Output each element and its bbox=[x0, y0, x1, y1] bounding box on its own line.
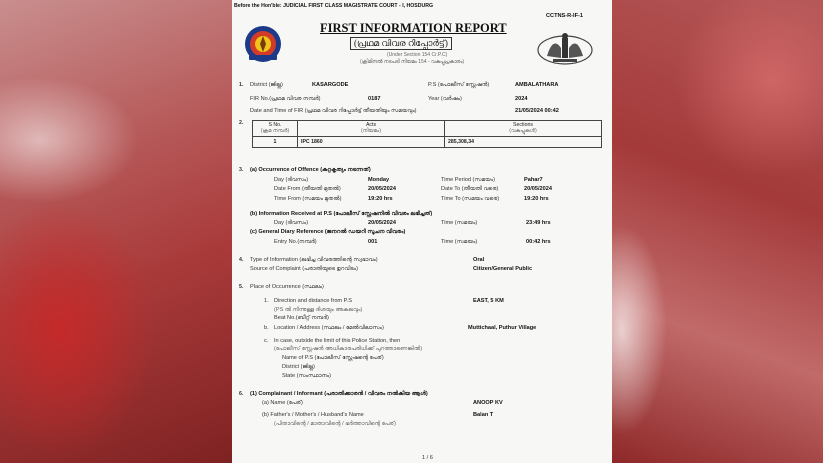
info-received-label: (b) Information Received at P.S (പോലീസ് സ്റ്റേഷനിൽ വിവരം ലഭിച്ചത്) bbox=[250, 211, 433, 217]
col-acts-header bbox=[298, 121, 445, 137]
report-title: FIRST INFORMATION REPORT bbox=[320, 21, 507, 35]
district-value: KASARGODE bbox=[312, 82, 349, 88]
entry-no-label: Entry No.(നമ്പർ) bbox=[274, 239, 317, 245]
acts-table-header bbox=[253, 121, 602, 137]
row-sections: 285,308,34 bbox=[445, 137, 602, 148]
other-state-label: State (സംസ്ഥാനം) bbox=[282, 373, 332, 379]
info-type-value: Oral bbox=[473, 257, 485, 263]
district-label: District (ജില്ല) bbox=[250, 82, 283, 88]
info-type-label: Type of Information (ലഭിച്ച വിവരത്തിന്റെ സ്വഭാവം) bbox=[250, 257, 378, 263]
section-1-number: 1. bbox=[239, 82, 244, 88]
section-3-number: 3. bbox=[239, 167, 244, 173]
col-sno-title: S No. bbox=[268, 122, 282, 128]
section-6-number: 6. bbox=[239, 391, 244, 397]
occurrence-label: (a) Occurrence of Offence (കുറ്റകൃത്യം നടന്നത്) bbox=[250, 167, 371, 173]
outside-limit-label: In case, outside the limit of this Police Station, then bbox=[274, 338, 401, 344]
entry-no-value: 001 bbox=[368, 239, 378, 245]
report-title-ml: (പ്രഥമ വിവര റിപ്പോർട്ട്) bbox=[350, 37, 452, 50]
time-period-value: Pahar7 bbox=[524, 177, 543, 183]
time-from-value: 19:20 hrs bbox=[368, 196, 393, 202]
beat-label: Beat No.(ബീറ്റ് നമ്പർ) bbox=[274, 315, 329, 321]
ps-label: P.S (പോലീസ് സ്റ്റേഷൻ) bbox=[428, 82, 490, 88]
state-emblem bbox=[535, 28, 595, 68]
direction-label-ml: (PS ൽ നിന്നുള്ള ദിശയും അകലവും) bbox=[274, 307, 363, 313]
row-act: IPC 1860 bbox=[298, 137, 445, 148]
col-sno-header bbox=[253, 121, 298, 137]
col-acts-title-ml: (നിയമം) bbox=[361, 128, 381, 134]
complainant-label: (1) Complainant / Informant (പരാതിക്കാരൻ / വിവരം നൽകിയ ആൾ) bbox=[250, 391, 428, 397]
received-time-value: 23:49 hrs bbox=[526, 220, 551, 226]
father-name-label: (b) Father's / Mother's / Husband's Name bbox=[262, 412, 364, 418]
outside-limit-label-ml: (പോലീസ് സ്റ്റേഷൻ അധികാരപരിധിക്ക് പുറത്താണെങ്കിൽ) bbox=[274, 346, 423, 352]
col-sections-title-ml: (വകുപ്പുകൾ) bbox=[509, 128, 537, 134]
fir-datetime-value: 21/05/2024 00:42 bbox=[515, 108, 559, 114]
date-from-label: Date From (തീയതി മുതൽ) bbox=[274, 186, 341, 192]
section-2-number: 2. bbox=[239, 120, 244, 126]
fir-document bbox=[232, 0, 612, 463]
source-value: Citizen/General Public bbox=[473, 266, 533, 272]
year-label: Year (വർഷം) bbox=[428, 96, 462, 102]
source-label: Source of Complaint (പരാതിയുടെ ഉറവിടം) bbox=[250, 266, 358, 272]
table-row bbox=[253, 137, 602, 148]
court-line: Before the Hon'ble: JUDICIAL FIRST CLASS MAGISTRATE COURT - I, HOSDURG bbox=[234, 3, 434, 9]
received-day-value: 20/05/2024 bbox=[368, 220, 396, 226]
acts-table bbox=[252, 120, 602, 148]
diary-time-value: 00:42 hrs bbox=[526, 239, 551, 245]
background-left bbox=[0, 0, 232, 463]
day-value: Monday bbox=[368, 177, 390, 183]
general-diary-label: (c) General Diary Reference (ജനറൽ ഡയറി സൂചന വിവരം) bbox=[250, 229, 406, 235]
received-time-label: Time (സമയം) bbox=[441, 220, 478, 226]
place-c-number: c. bbox=[264, 338, 269, 344]
ps-value: AMBALATHARA bbox=[515, 82, 559, 88]
place-label: Place of Occurrence (സ്ഥലം) bbox=[250, 284, 324, 290]
other-ps-name-label: Name of P.S (പോലീസ് സ്റ്റേഷന്റെ പേര്) bbox=[282, 355, 384, 361]
col-sections-title: Sections bbox=[513, 122, 533, 128]
section-5-number: 5. bbox=[239, 284, 244, 290]
background-right bbox=[612, 0, 823, 463]
received-day-label: Day (ദിവസം) bbox=[274, 220, 309, 226]
row-sno: 1 bbox=[253, 137, 298, 148]
page-number: 1 / 6 bbox=[422, 455, 433, 461]
address-label: Location / Address (സ്ഥലം / മേൽവിലാസം) bbox=[274, 325, 384, 331]
direction-value: EAST, 5 KM bbox=[473, 298, 504, 304]
col-sections-header bbox=[445, 121, 602, 137]
time-from-label: Time From (സമയം മുതൽ) bbox=[274, 196, 342, 202]
complainant-name-value: ANOOP KV bbox=[473, 400, 503, 406]
address-value: Muttichaal, Puthur Village bbox=[468, 325, 537, 331]
day-label: Day (ദിവസം) bbox=[274, 177, 309, 183]
diary-time-label: Time (സമയം) bbox=[441, 239, 478, 245]
direction-label: Direction and distance from P.S bbox=[274, 298, 352, 304]
place-a-number: 1. bbox=[264, 298, 269, 304]
date-to-value: 20/05/2024 bbox=[524, 186, 552, 192]
col-sno-title-ml: (ക്രമ നമ്പർ) bbox=[260, 128, 290, 134]
kerala-police-emblem bbox=[243, 24, 283, 64]
fir-no-value: 0187 bbox=[368, 96, 381, 102]
under-section-ml: (ക്രിമിനൽ നടപടി നിയമം 154 - വകുപ്പുപ്രകാരം) bbox=[360, 59, 465, 65]
complainant-name-label: (a) Name (പേര്) bbox=[262, 400, 303, 406]
under-section: (Under Section 154 Cr.P.C) bbox=[387, 52, 448, 58]
date-to-label: Date To (തീയതി വരെ) bbox=[441, 186, 499, 192]
time-to-label: Time To (സമയം വരെ) bbox=[441, 196, 500, 202]
father-name-value: Balan T bbox=[473, 412, 494, 418]
col-acts-title: Acts bbox=[365, 122, 377, 128]
section-4-number: 4. bbox=[239, 257, 244, 263]
year-value: 2024 bbox=[515, 96, 528, 102]
father-name-label-ml: (പിതാവിന്റെ / മാതാവിന്റെ / ഭർത്താവിന്റെ പേര്) bbox=[274, 421, 396, 427]
time-to-value: 19:20 hrs bbox=[524, 196, 549, 202]
date-from-value: 20/05/2024 bbox=[368, 186, 396, 192]
place-b-number: b. bbox=[264, 325, 269, 331]
form-code: CCTNS-R-IF-1 bbox=[546, 13, 583, 19]
fir-datetime-label: Date and Time of FIR (പ്രഥമ വിവര റിപ്പോർട്ട് തീയതിയും സമയവും) bbox=[250, 108, 417, 114]
time-period-label: Time Period (സമയം) bbox=[441, 177, 495, 183]
other-district-label: District (ജില്ല) bbox=[282, 364, 315, 370]
fir-no-label: FIR No.(പ്രഥമ വിവര നമ്പർ) bbox=[250, 96, 321, 102]
